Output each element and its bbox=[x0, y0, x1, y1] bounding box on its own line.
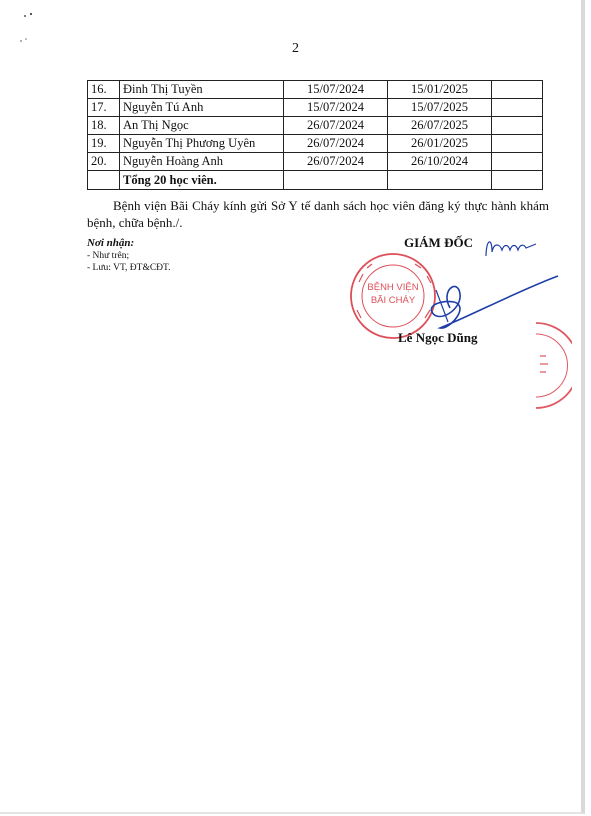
recipient-item: - Như trên; bbox=[87, 251, 130, 261]
page-number: 2 bbox=[292, 41, 299, 56]
start-date: 26/07/2024 bbox=[284, 135, 388, 153]
end-date: 26/10/2024 bbox=[388, 153, 492, 171]
start-date: 26/07/2024 bbox=[284, 117, 388, 135]
student-table bbox=[87, 80, 543, 190]
end-date: 15/07/2025 bbox=[388, 99, 492, 117]
recipients-title: Nơi nhận: bbox=[87, 237, 135, 249]
recipient-item: - Lưu: VT, ĐT&CĐT. bbox=[87, 263, 171, 273]
signer-name: Lê Ngọc Dũng bbox=[398, 330, 478, 345]
end-date: 26/01/2025 bbox=[388, 135, 492, 153]
note-cell bbox=[492, 99, 543, 117]
start-date: 26/07/2024 bbox=[284, 153, 388, 171]
row-number: 16. bbox=[88, 81, 120, 99]
start-date: 15/07/2024 bbox=[284, 81, 388, 99]
student-name: Đinh Thị Tuyền bbox=[120, 81, 284, 99]
table-row bbox=[88, 81, 543, 99]
note-cell bbox=[492, 153, 543, 171]
row-number: 17. bbox=[88, 99, 120, 117]
student-name: Nguyễn Tú Anh bbox=[120, 99, 284, 117]
signer-title: GIÁM ĐỐC bbox=[404, 235, 473, 250]
signature-initials bbox=[480, 232, 540, 262]
row-number: 19. bbox=[88, 135, 120, 153]
table-row bbox=[88, 135, 543, 153]
end-date: 26/07/2025 bbox=[388, 117, 492, 135]
total-label: Tổng 20 học viên. bbox=[120, 171, 284, 190]
student-name: An Thị Ngọc bbox=[120, 117, 284, 135]
total-cell-empty bbox=[88, 171, 120, 190]
body-paragraph: Bệnh viện Bãi Cháy kính gửi Sở Y tế danh sách học viên đăng ký thực hành khám bệnh, chữa bệnh./. bbox=[87, 198, 549, 230]
student-name: Nguyễn Thị Phương Uyên bbox=[120, 135, 284, 153]
total-cell-empty bbox=[388, 171, 492, 190]
start-date: 15/07/2024 bbox=[284, 99, 388, 117]
student-name: Nguyễn Hoàng Anh bbox=[120, 153, 284, 171]
total-cell-empty bbox=[284, 171, 388, 190]
row-number: 18. bbox=[88, 117, 120, 135]
table-row bbox=[88, 153, 543, 171]
stamp-text-line1: BỆNH VIỆN bbox=[367, 282, 419, 293]
note-cell bbox=[492, 81, 543, 99]
stamp-text-line2: BÃI CHÁY bbox=[370, 295, 416, 306]
row-number: 20. bbox=[88, 153, 120, 171]
total-cell-empty bbox=[492, 171, 543, 190]
end-date: 15/01/2025 bbox=[388, 81, 492, 99]
note-cell bbox=[492, 117, 543, 135]
table-row bbox=[88, 117, 543, 135]
table-row bbox=[88, 99, 543, 117]
note-cell bbox=[492, 135, 543, 153]
total-row bbox=[88, 171, 543, 190]
